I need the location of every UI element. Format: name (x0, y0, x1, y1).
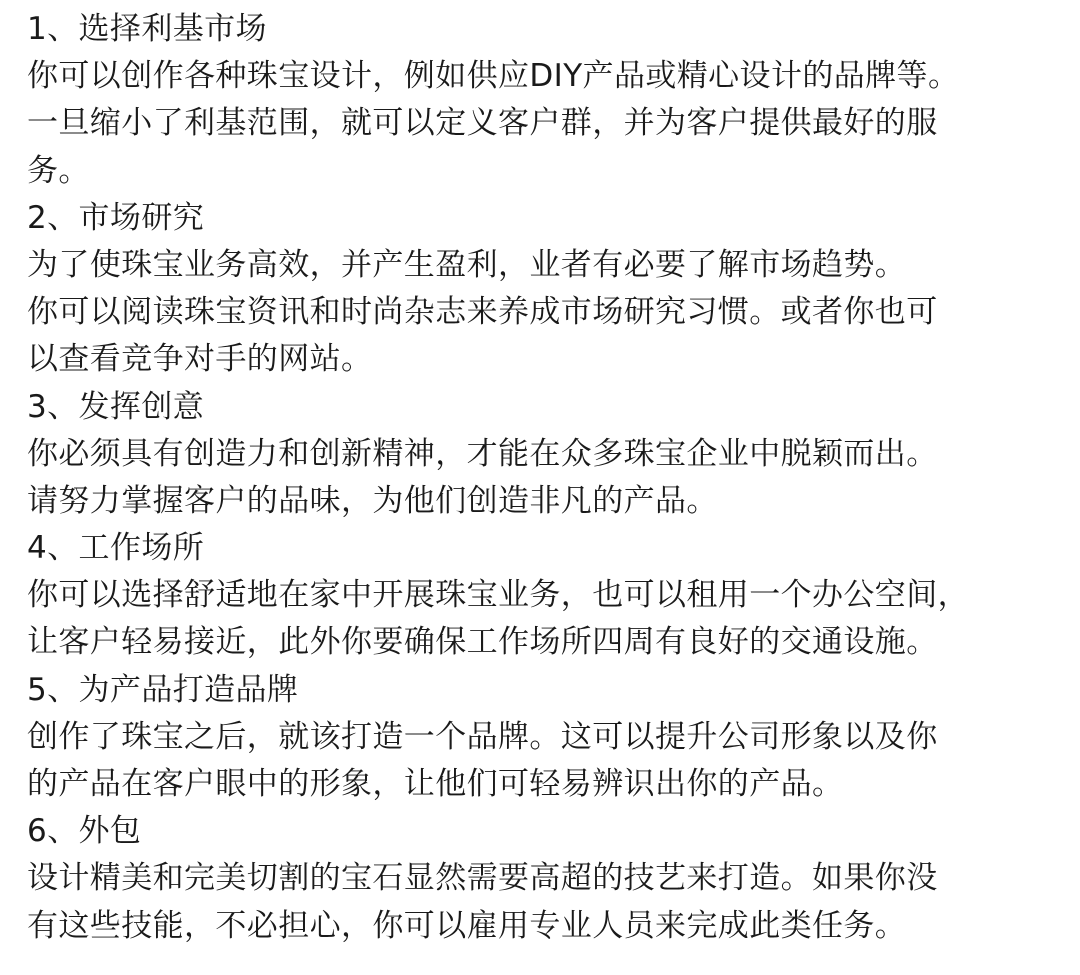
paragraph-line: 以查看竞争对手的网站。 (27, 341, 373, 378)
paragraph-line: 务。 (27, 152, 90, 189)
paragraph-line: 创作了珠宝之后，就该打造一个品牌。这可以提升公司形象以及你 (27, 718, 938, 755)
paragraph-line: 你必须具有创造力和创新精神，才能在众多珠宝企业中脱颖而出。 (27, 435, 938, 472)
paragraph-line: 有这些技能，不必担心，你可以雇用专业人员来完成此类任务。 (27, 907, 907, 944)
document-body (27, 6, 1067, 950)
paragraph-line: 一旦缩小了利基范围，就可以定义客户群，并为客户提供最好的服 (27, 105, 938, 142)
paragraph-line: 让客户轻易接近，此外你要确保工作场所四周有良好的交通设施。 (27, 624, 938, 661)
section-heading-3: 3、发挥创意 (27, 388, 205, 425)
paragraph-line: 你可以创作各种珠宝设计，例如供应DIY产品或精心设计的品牌等。 (27, 58, 960, 95)
paragraph-line: 的产品在客户眼中的形象，让他们可轻易辨识出你的产品。 (27, 766, 844, 802)
paragraph-line: 你可以阅读珠宝资讯和时尚杂志来养成市场研究习惯。或者你也可 (27, 294, 938, 331)
paragraph-line: 为了使珠宝业务高效，并产生盈利，业者有必要了解市场趋势。 (27, 246, 907, 283)
section-heading-1: 1、选择利基市场 (27, 11, 267, 47)
paragraph-line: 设计精美和完美切割的宝石显然需要高超的技艺来打造。如果你没 (27, 860, 938, 897)
section-heading-6: 6、外包 (27, 813, 142, 850)
paragraph-line: 请努力掌握客户的品味，为他们创造非凡的产品。 (27, 482, 718, 519)
paragraph-line: 你可以选择舒适地在家中开展珠宝业务，也可以租用一个办公空间， (27, 577, 969, 614)
section-heading-5: 5、为产品打造品牌 (27, 671, 299, 708)
section-heading-2: 2、市场研究 (27, 199, 205, 236)
section-heading-4: 4、工作场所 (27, 530, 205, 567)
